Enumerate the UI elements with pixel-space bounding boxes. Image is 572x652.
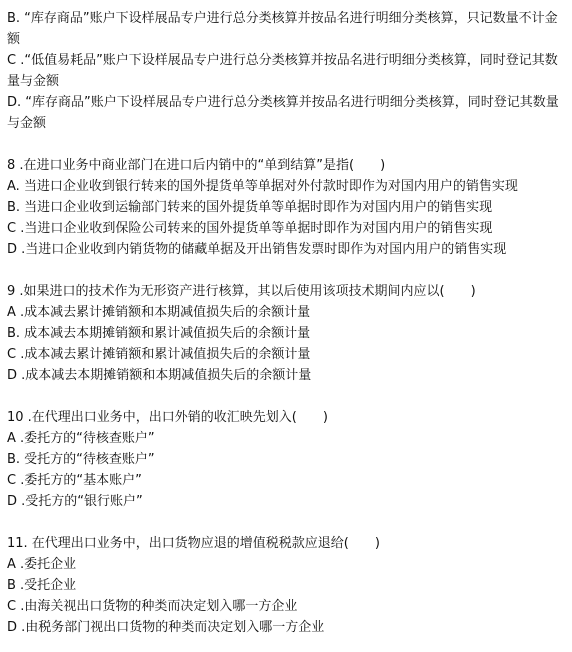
option-a: A .委托企业 xyxy=(7,557,77,572)
option-b: B. 当进口企业收到运输部门转来的国外提货单等单据时即作为对国内用户的销售实现 xyxy=(7,200,493,215)
option-d: D. “库存商品”账户下设样展品专户进行总分类核算并按品名进行明细分类核算，同时登记其数量与金额 xyxy=(7,95,559,131)
option-a: A .成本减去累计摊销额和本期减值损失后的余额计量 xyxy=(7,305,311,320)
option-b: B. 受托方的“待核查账户” xyxy=(7,452,155,467)
exam-document xyxy=(7,8,567,638)
question-10 xyxy=(7,407,567,512)
option-c: C .当进口企业收到保险公司转来的国外提货单等单据时即作为对国内用户的销售实现 xyxy=(7,221,493,236)
question-stem: 9 .如果进口的技术作为无形资产进行核算，其以后使用该项技术期间内应以( ) xyxy=(7,284,476,299)
option-c: C .由海关视出口货物的种类而决定划入哪一方企业 xyxy=(7,599,298,614)
option-c: C .委托方的“基本账户” xyxy=(7,473,142,488)
option-d: D .由税务部门视出口货物的种类而决定划入哪一方企业 xyxy=(7,620,325,635)
option-b: B. “库存商品”账户下设样展品专户进行总分类核算并按品名进行明细分类核算，只记数量不计金额 xyxy=(7,11,558,47)
question-11 xyxy=(7,533,567,638)
option-b: B .受托企业 xyxy=(7,578,77,593)
prev-question-options xyxy=(7,8,567,134)
option-c: C .成本减去累计摊销额和累计减值损失后的余额计量 xyxy=(7,347,311,362)
option-c: C .“低值易耗品”账户下设样展品专户进行总分类核算并按品名进行明细分类核算，同时登记其数量与金额 xyxy=(7,53,558,89)
option-d: D .受托方的“银行账户” xyxy=(7,494,143,509)
question-stem: 10 .在代理出口业务中，出口外销的收汇映先划入( ) xyxy=(7,410,328,425)
option-b: B. 成本减去本期摊销额和累计减值损失后的余额计量 xyxy=(7,326,311,341)
option-d: D .成本减去本期摊销额和本期减值损失后的余额计量 xyxy=(7,368,312,383)
option-a: A .委托方的“待核查账户” xyxy=(7,431,155,446)
question-8 xyxy=(7,155,567,260)
question-stem: 8 .在进口业务中商业部门在进口后内销中的“单到结算”是指( ) xyxy=(7,158,386,173)
question-9 xyxy=(7,281,567,386)
question-stem: 11. 在代理出口业务中，出口货物应退的增值税税款应退给( ) xyxy=(7,536,380,551)
option-d: D .当进口企业收到内销货物的储藏单据及开出销售发票时即作为对国内用户的销售实现 xyxy=(7,242,507,257)
option-a: A. 当进口企业收到银行转来的国外提货单等单据对外付款时即作为对国内用户的销售实现 xyxy=(7,179,518,194)
